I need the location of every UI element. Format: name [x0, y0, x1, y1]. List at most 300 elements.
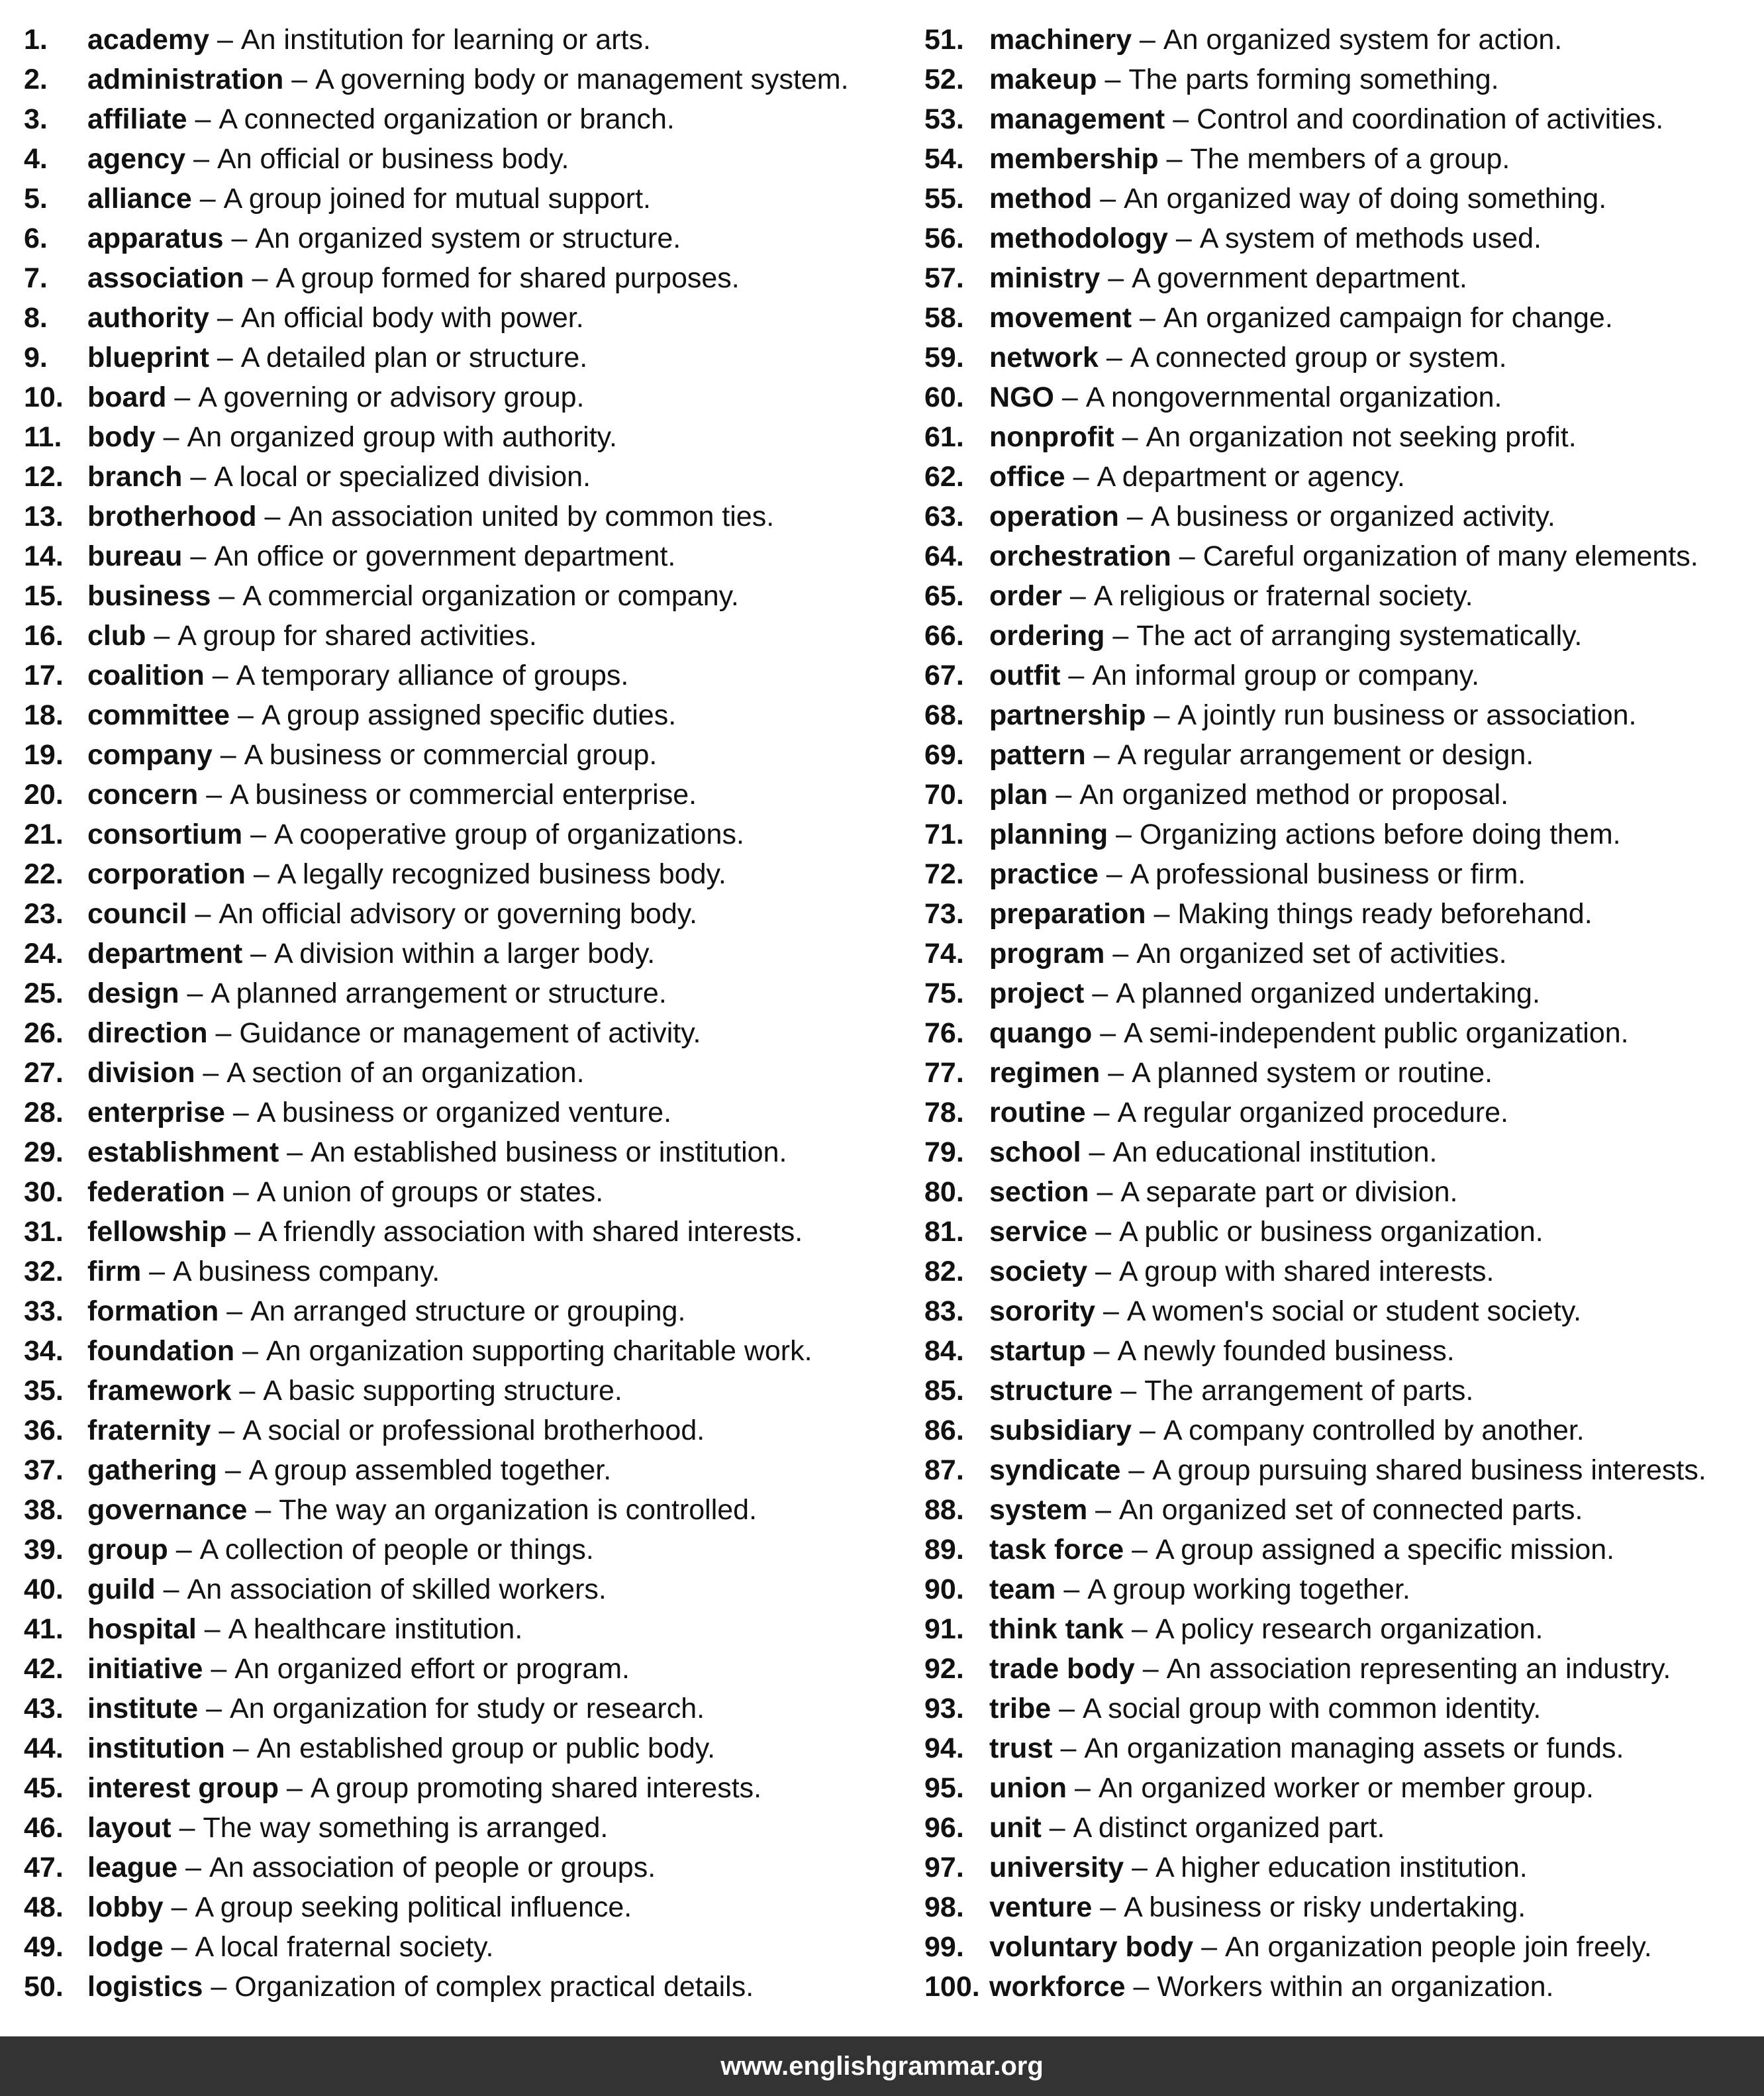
item-definition: Workers within an organization. [1157, 1971, 1554, 2003]
item-definition: A division within a larger body. [273, 938, 656, 970]
item-term: academy [87, 24, 210, 56]
item-number: 17. [24, 660, 64, 691]
footer-bar [0, 2036, 1764, 2096]
item-definition: A section of an organization. [226, 1057, 585, 1089]
item-separator: – [219, 1295, 251, 1327]
item-term: orchestration [989, 540, 1171, 572]
item-number: 82. [924, 1256, 964, 1287]
item-definition: An association representing an industry. [1166, 1653, 1671, 1685]
list-item [924, 457, 1759, 497]
item-separator: – [191, 183, 224, 215]
item-number: 6. [24, 223, 48, 254]
list-item [924, 219, 1759, 258]
list-item [924, 1728, 1759, 1768]
list-item [924, 1609, 1759, 1649]
item-term: union [989, 1772, 1067, 1804]
item-definition: A collection of people or things. [199, 1534, 594, 1566]
item-term: interest group [87, 1772, 279, 1804]
item-definition: A temporary alliance of groups. [236, 660, 629, 691]
item-number: 30. [24, 1176, 64, 1208]
item-term: trust [989, 1732, 1053, 1764]
word-list-left-column [24, 20, 911, 2007]
list-item [924, 20, 1759, 60]
item-definition: A public or business organization. [1119, 1216, 1544, 1248]
item-separator: – [1048, 779, 1080, 811]
item-term: alliance [87, 183, 192, 215]
footer-website-link[interactable]: www.englishgrammar.org [720, 2051, 1044, 2081]
item-number: 24. [24, 938, 64, 970]
item-term: coalition [87, 660, 205, 691]
item-definition: An organized method or proposal. [1079, 779, 1509, 811]
item-number: 44. [24, 1732, 64, 1764]
item-separator: – [203, 1971, 235, 2003]
item-definition: An organization for study or research. [230, 1693, 705, 1724]
item-number: 33. [24, 1295, 64, 1327]
item-definition: A higher education institution. [1155, 1852, 1528, 1883]
item-term: department [87, 938, 243, 970]
item-separator: – [1051, 1693, 1083, 1724]
item-term: outfit [989, 660, 1061, 691]
item-number: 40. [24, 1573, 64, 1605]
item-term: affiliate [87, 103, 187, 135]
item-number: 49. [24, 1931, 64, 1963]
list-item [924, 1053, 1759, 1093]
item-separator: – [177, 1852, 210, 1883]
item-term: partnership [989, 699, 1146, 731]
item-term: management [989, 103, 1165, 135]
item-term: corporation [87, 858, 246, 890]
list-item [24, 417, 911, 457]
list-item [924, 1967, 1759, 2007]
item-term: foundation [87, 1335, 235, 1367]
list-item [24, 1530, 911, 1570]
item-separator: – [234, 1335, 266, 1367]
item-separator: – [185, 143, 218, 175]
item-definition: An official or business body. [217, 143, 569, 175]
item-term: ordering [989, 620, 1105, 652]
list-item [924, 1768, 1759, 1808]
item-term: initiative [87, 1653, 203, 1685]
item-term: service [989, 1216, 1088, 1248]
item-separator: – [1087, 1494, 1120, 1526]
item-separator: – [1098, 858, 1130, 890]
item-number: 79. [924, 1136, 964, 1168]
list-item [24, 377, 911, 417]
item-number: 18. [24, 699, 64, 731]
item-term: regimen [989, 1057, 1101, 1089]
item-term: board [87, 381, 167, 413]
item-term: establishment [87, 1136, 279, 1168]
item-term: council [87, 898, 187, 930]
list-item [924, 1450, 1759, 1490]
item-term: NGO [989, 381, 1054, 413]
item-definition: An established business or institution. [310, 1136, 787, 1168]
item-definition: A legally recognized business body. [277, 858, 726, 890]
list-item [924, 1689, 1759, 1728]
item-definition: The arrangement of parts. [1144, 1375, 1474, 1407]
item-separator: – [207, 1017, 240, 1049]
item-separator: – [198, 779, 230, 811]
list-item [24, 258, 911, 298]
item-definition: An institution for learning or arts. [240, 24, 651, 56]
item-number: 43. [24, 1693, 64, 1724]
item-term: program [989, 938, 1105, 970]
item-number: 63. [924, 501, 964, 532]
item-separator: – [155, 1573, 187, 1605]
item-number: 21. [24, 819, 64, 850]
item-separator: – [1065, 461, 1097, 493]
item-separator: – [279, 1136, 311, 1168]
item-term: sorority [989, 1295, 1096, 1327]
item-separator: – [247, 1494, 279, 1526]
item-definition: A business or organized activity. [1150, 501, 1555, 532]
item-number: 69. [924, 739, 964, 771]
item-number: 97. [924, 1852, 964, 1883]
list-item [24, 1053, 911, 1093]
item-separator: – [179, 977, 211, 1009]
item-separator: – [182, 540, 215, 572]
item-separator: – [146, 620, 178, 652]
item-separator: – [196, 1613, 228, 1645]
item-number: 7. [24, 262, 48, 294]
item-separator: – [224, 1732, 257, 1764]
item-definition: A governing or advisory group. [198, 381, 585, 413]
item-separator: – [168, 1534, 200, 1566]
item-term: apparatus [87, 223, 224, 254]
item-definition: An organized way of doing something. [1124, 183, 1607, 215]
item-definition: Control and coordination of activities. [1197, 103, 1664, 135]
item-definition: An organized effort or program. [234, 1653, 630, 1685]
item-separator: – [1104, 938, 1137, 970]
item-number: 86. [924, 1415, 964, 1446]
item-definition: A system of methods used. [1199, 223, 1542, 254]
item-definition: A business or commercial enterprise. [230, 779, 697, 811]
item-term: voluntary body [989, 1931, 1194, 1963]
list-item [24, 815, 911, 854]
list-item [924, 377, 1759, 417]
item-definition: An official body with power. [240, 302, 584, 334]
item-separator: – [217, 1454, 249, 1486]
item-number: 48. [24, 1891, 64, 1923]
item-definition: A group working together. [1087, 1573, 1410, 1605]
item-definition: The way an organization is controlled. [279, 1494, 758, 1526]
item-definition: A professional business or firm. [1130, 858, 1526, 890]
item-separator: – [1167, 223, 1200, 254]
list-item [24, 1132, 911, 1172]
list-item [24, 20, 911, 60]
list-item [924, 1331, 1759, 1371]
item-number: 1. [24, 24, 48, 56]
item-definition: A healthcare institution. [228, 1613, 523, 1645]
item-number: 54. [924, 143, 964, 175]
item-term: group [87, 1534, 168, 1566]
item-term: makeup [989, 64, 1097, 95]
list-item [924, 536, 1759, 576]
item-definition: The parts forming something. [1128, 64, 1499, 95]
item-definition: Guidance or management of activity. [239, 1017, 701, 1049]
item-separator: – [1060, 660, 1093, 691]
list-item [24, 1013, 911, 1053]
item-number: 55. [924, 183, 964, 215]
item-definition: A separate part or division. [1120, 1176, 1458, 1208]
item-number: 87. [924, 1454, 964, 1486]
list-item [924, 1927, 1759, 1967]
item-term: order [989, 580, 1062, 612]
item-separator: – [163, 1891, 195, 1923]
item-number: 19. [24, 739, 64, 771]
item-number: 27. [24, 1057, 64, 1089]
item-term: committee [87, 699, 230, 731]
item-number: 98. [924, 1891, 964, 1923]
list-item [924, 1093, 1759, 1132]
item-term: membership [989, 143, 1159, 175]
item-term: branch [87, 461, 183, 493]
item-definition: A social or professional brotherhood. [242, 1415, 705, 1446]
list-item [24, 1768, 911, 1808]
item-number: 62. [924, 461, 964, 493]
list-item [924, 934, 1759, 973]
item-separator: – [224, 1097, 257, 1128]
item-definition: A regular organized procedure. [1117, 1097, 1508, 1128]
item-separator: – [1084, 977, 1116, 1009]
item-term: workforce [989, 1971, 1126, 2003]
item-definition: A business company. [173, 1256, 440, 1287]
list-item [924, 695, 1759, 735]
item-separator: – [212, 739, 244, 771]
item-definition: An educational institution. [1112, 1136, 1438, 1168]
item-definition: An organized set of activities. [1136, 938, 1507, 970]
item-definition: A semi-independent public organization. [1124, 1017, 1629, 1049]
item-separator: – [1055, 1573, 1088, 1605]
item-number: 99. [924, 1931, 964, 1963]
list-item [924, 1490, 1759, 1530]
item-separator: – [242, 938, 274, 970]
item-term: authority [87, 302, 209, 334]
list-item [924, 1172, 1759, 1212]
item-number: 64. [924, 540, 964, 572]
item-term: office [989, 461, 1065, 493]
item-separator: – [211, 580, 243, 612]
list-item [24, 854, 911, 894]
item-separator: – [1054, 381, 1086, 413]
item-separator: – [204, 660, 236, 691]
item-separator: – [1171, 540, 1203, 572]
item-definition: A women's social or student society. [1126, 1295, 1582, 1327]
item-term: preparation [989, 898, 1146, 930]
item-term: ministry [989, 262, 1101, 294]
item-definition: A group seeking political influence. [195, 1891, 632, 1923]
item-separator: – [1100, 1057, 1132, 1089]
list-item [924, 1887, 1759, 1927]
item-term: operation [989, 501, 1119, 532]
list-item [24, 60, 911, 99]
item-separator: – [155, 421, 187, 453]
item-separator: – [1134, 1653, 1167, 1685]
list-item [924, 973, 1759, 1013]
item-separator: – [1081, 1136, 1113, 1168]
list-item [924, 338, 1759, 377]
item-separator: – [198, 1693, 230, 1724]
item-term: layout [87, 1812, 172, 1844]
item-definition: A government department. [1132, 262, 1467, 294]
item-number: 22. [24, 858, 64, 890]
item-number: 65. [924, 580, 964, 612]
item-number: 9. [24, 342, 48, 374]
item-definition: A group assigned a specific mission. [1155, 1534, 1615, 1566]
item-number: 51. [924, 24, 964, 56]
item-separator: – [245, 858, 277, 890]
item-term: division [87, 1057, 195, 1089]
item-definition: A social group with common identity. [1083, 1693, 1542, 1724]
item-number: 38. [24, 1494, 64, 1526]
item-term: practice [989, 858, 1099, 890]
item-definition: An official advisory or governing body. [219, 898, 697, 930]
item-number: 47. [24, 1852, 64, 1883]
item-definition: Careful organization of many elements. [1202, 540, 1698, 572]
list-item [24, 497, 911, 536]
item-definition: An organization people join freely. [1225, 1931, 1652, 1963]
item-term: formation [87, 1295, 219, 1327]
item-definition: A local or specialized division. [214, 461, 591, 493]
item-number: 5. [24, 183, 48, 215]
item-term: institute [87, 1693, 199, 1724]
item-definition: A local fraternal society. [195, 1931, 494, 1963]
item-term: club [87, 620, 146, 652]
list-item [24, 298, 911, 338]
item-number: 96. [924, 1812, 964, 1844]
list-item [24, 1411, 911, 1450]
item-separator: – [231, 1375, 264, 1407]
item-separator: – [1095, 1295, 1127, 1327]
item-definition: An organization managing assets or funds. [1084, 1732, 1624, 1764]
list-item [924, 99, 1759, 139]
item-definition: A planned organized undertaking. [1116, 977, 1540, 1009]
item-separator: – [182, 461, 215, 493]
item-number: 80. [924, 1176, 964, 1208]
item-separator: – [171, 1812, 203, 1844]
item-definition: Organization of complex practical details. [234, 1971, 754, 2003]
item-number: 20. [24, 779, 64, 811]
list-item [24, 536, 911, 576]
item-term: nonprofit [989, 421, 1114, 453]
item-term: machinery [989, 24, 1132, 56]
item-term: company [87, 739, 213, 771]
list-item [924, 497, 1759, 536]
list-item [24, 735, 911, 775]
item-term: enterprise [87, 1097, 225, 1128]
item-separator: – [1124, 1613, 1155, 1645]
item-term: methodology [989, 223, 1168, 254]
item-number: 83. [924, 1295, 964, 1327]
item-separator: – [244, 262, 276, 294]
item-number: 91. [924, 1613, 964, 1645]
item-number: 56. [924, 223, 964, 254]
list-item [924, 1371, 1759, 1411]
item-number: 57. [924, 262, 964, 294]
item-term: university [989, 1852, 1124, 1883]
list-item [24, 1927, 911, 1967]
list-item [924, 815, 1759, 854]
item-number: 93. [924, 1693, 964, 1724]
item-term: direction [87, 1017, 208, 1049]
item-number: 3. [24, 103, 48, 135]
item-definition: A group promoting shared interests. [310, 1772, 762, 1804]
item-term: body [87, 421, 156, 453]
item-separator: – [1092, 183, 1124, 215]
list-item [24, 616, 911, 656]
item-number: 28. [24, 1097, 64, 1128]
list-item [24, 1252, 911, 1291]
item-definition: An organized system or structure. [255, 223, 681, 254]
item-separator: – [1108, 819, 1140, 850]
item-term: fraternity [87, 1415, 211, 1446]
item-separator: – [1158, 143, 1191, 175]
item-number: 52. [924, 64, 964, 95]
item-number: 68. [924, 699, 964, 731]
item-number: 100. [924, 1971, 980, 2003]
item-number: 94. [924, 1732, 964, 1764]
item-separator: – [209, 24, 241, 56]
item-number: 73. [924, 898, 964, 930]
word-list-right-column [924, 20, 1759, 2007]
item-number: 85. [924, 1375, 964, 1407]
item-separator: – [163, 1931, 195, 1963]
item-definition: A detailed plan or structure. [240, 342, 588, 374]
item-separator: – [242, 819, 274, 850]
list-item [924, 179, 1759, 219]
item-term: system [989, 1494, 1088, 1526]
item-term: pattern [989, 739, 1086, 771]
item-number: 67. [924, 660, 964, 691]
item-definition: An organization not seeking profit. [1146, 421, 1577, 453]
list-item [924, 1808, 1759, 1848]
list-item [24, 1331, 911, 1371]
item-number: 76. [924, 1017, 964, 1049]
list-item [24, 1570, 911, 1609]
item-term: unit [989, 1812, 1042, 1844]
item-term: society [989, 1256, 1088, 1287]
list-item [924, 1013, 1759, 1053]
item-term: federation [87, 1176, 225, 1208]
item-separator: – [1087, 1256, 1120, 1287]
list-item [924, 139, 1759, 179]
item-separator: – [211, 1415, 243, 1446]
item-term: governance [87, 1494, 248, 1526]
item-definition: A business or risky undertaking. [1124, 1891, 1526, 1923]
item-number: 37. [24, 1454, 64, 1486]
list-item [24, 1967, 911, 2007]
item-separator: – [1132, 24, 1163, 56]
item-separator: – [1114, 421, 1146, 453]
item-term: design [87, 977, 179, 1009]
item-term: firm [87, 1256, 142, 1287]
item-separator: – [1085, 1335, 1118, 1367]
item-separator: – [1146, 898, 1178, 930]
item-definition: A religious or fraternal society. [1093, 580, 1473, 612]
item-number: 32. [24, 1256, 64, 1287]
item-number: 8. [24, 302, 48, 334]
item-term: guild [87, 1573, 156, 1605]
item-term: quango [989, 1017, 1093, 1049]
item-number: 31. [24, 1216, 64, 1248]
item-term: structure [989, 1375, 1113, 1407]
item-separator: – [1085, 739, 1118, 771]
item-definition: An organized worker or member group. [1098, 1772, 1594, 1804]
item-number: 23. [24, 898, 64, 930]
item-separator: – [187, 898, 219, 930]
item-term: trade body [989, 1653, 1135, 1685]
item-definition: An arranged structure or grouping. [250, 1295, 686, 1327]
